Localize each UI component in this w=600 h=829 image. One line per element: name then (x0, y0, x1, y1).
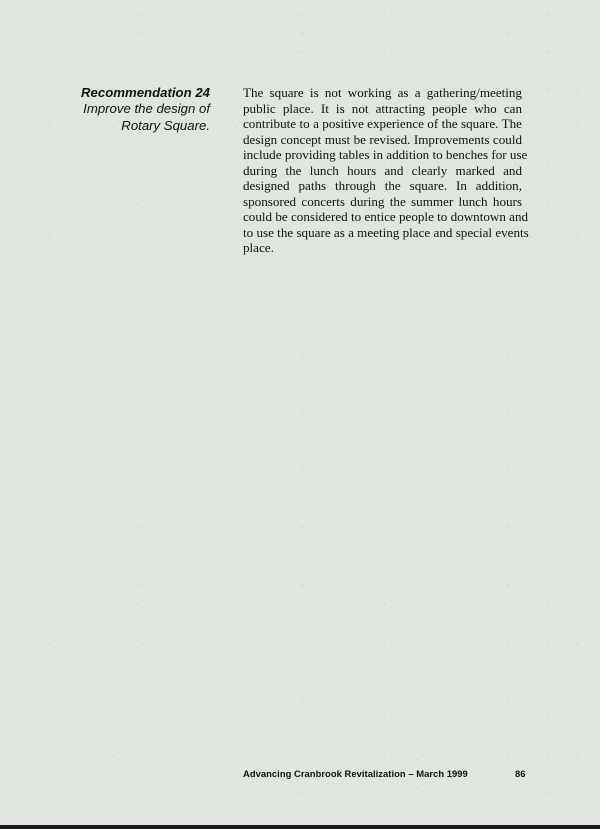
body-line: during the lunch hours and clearly marked and (243, 162, 522, 178)
recommendation-title-line-1: Improve the design of (83, 101, 210, 117)
scan-bottom-edge (0, 825, 600, 829)
body-line: include providing tables in addition to benches for use (243, 147, 528, 162)
recommendation-title-line-2: Rotary Square. (121, 117, 210, 133)
recommendation-heading (60, 85, 210, 134)
body-line: contribute to a positive experience of the square. The (243, 116, 522, 131)
recommendation-number: Recommendation 24 (81, 85, 210, 100)
body-line: could be considered to entice people to downtown and (243, 209, 529, 224)
body-line: sponsored concerts during the summer lunch hours (243, 193, 522, 209)
body-line: designed paths through the square. In addition, (243, 178, 522, 193)
recommendation-body (243, 85, 529, 256)
footer-title: Advancing Cranbrook Revitalization – March 1999 (243, 768, 468, 779)
body-line: to use the square as a meeting place and special events (243, 224, 529, 240)
page-number: 86 (515, 768, 526, 779)
body-line: design concept must be revised. Improvements could (243, 131, 522, 147)
body-line: public place. It is not attracting people who can (243, 100, 522, 116)
body-line: The square is not working as a gathering/meeting (243, 85, 522, 100)
body-line: place. (243, 240, 274, 255)
